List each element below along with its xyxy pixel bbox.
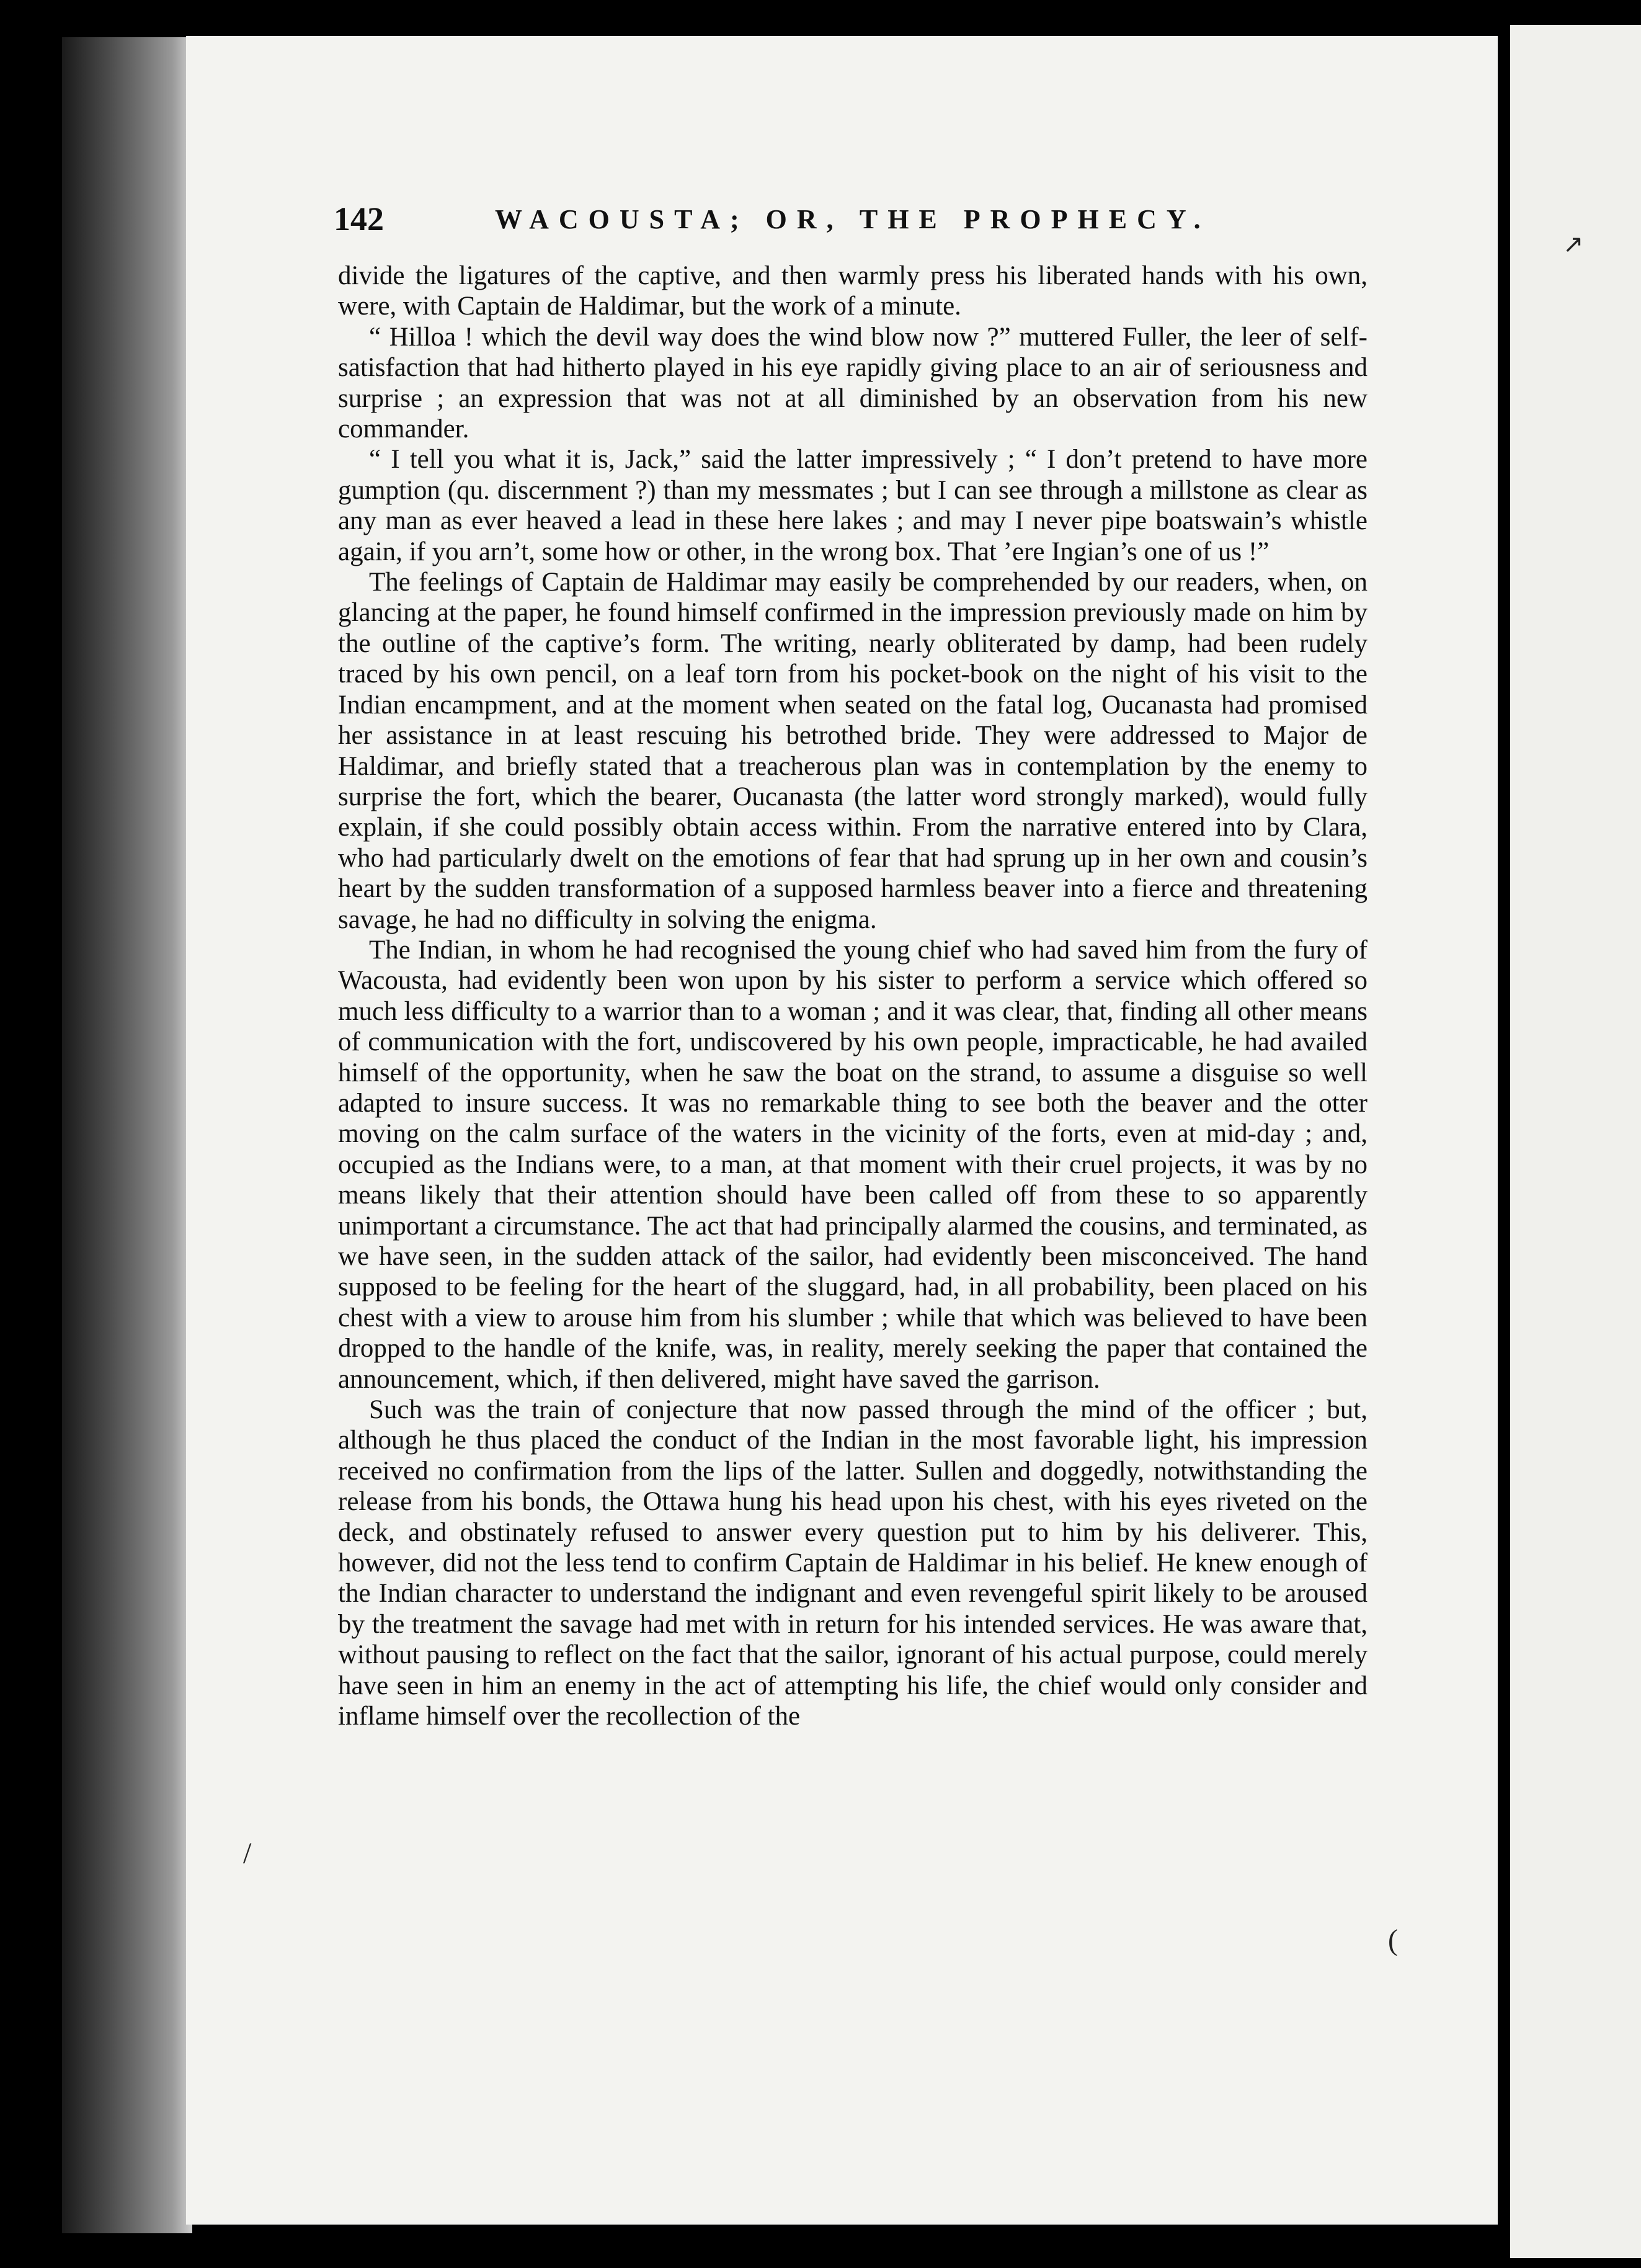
page-header [334, 200, 1388, 249]
margin-mark: ↗ [1563, 230, 1584, 258]
margin-mark: / [243, 1837, 252, 1870]
facing-page-edge [1510, 25, 1641, 2258]
paragraph: divide the ligatures of the captive, and then warmly press his liberated hands with his own, were, with Captain de Haldimar, but the work of a minute. [338, 261, 1368, 321]
paragraph: The Indian, in whom he had recognised the young chief who had saved him from the fury of Wacousta, had evidently been won upon by his sister to perform a service which offered so much less difficulty to a warrior than to a woman ; and it was clear, that, finding all other means of communication with the fort, undiscovered by his own people, impracticable, he had availed himself of the opportunity, when he saw the boat on the strand, to assume a disguise so well adapted to insure success. It was no remarkable thing to see both the beaver and the otter moving on the calm surface of the waters in the vicinity of the forts, even at mid-day ; and, occupied as the Indians were, to a man, at that moment with their cruel projects, it was by no means likely that their attention should have been called off from these to so apparently unimportant a circumstance. The act that had principally alarmed the cousins, and terminated, as we have seen, in the sudden attack of the sailor, had evidently been misconceived. The hand supposed to be feeling for the heart of the sluggard, had, in all probability, been placed on his chest with a view to arouse him from his slumber ; while that which was believed to have been dropped to the handle of the knife, was, in reality, merely seeking the paper that contained the announcement, which, if then delivered, might have saved the garrison. [338, 935, 1368, 1394]
paragraph: The feelings of Captain de Haldimar may easily be comprehended by our readers, when, on glancing at the paper, he found himself confirmed in the impression previously made on him by the outline of the captive’s form. The writing, nearly obliterated by damp, had been rudely traced by his own pencil, on a leaf torn from his pocket-book on the night of his visit to the Indian encampment, and at the moment when seated on the fatal log, Oucanasta had promised her assistance in at least rescuing his betrothed bride. They were addressed to Major de Haldimar, and briefly stated that a treacherous plan was in contemplation by the enemy to surprise the fort, which the bearer, Oucanasta (the latter word strongly marked), would fully explain, if she could possibly obtain access within. From the narrative entered into by Clara, who had particularly dwelt on the emotions of fear that had sprung up in her own and cousin’s heart by the sudden transformation of a supposed harmless beaver into a fierce and threatening savage, he had no difficulty in solving the enigma. [338, 568, 1368, 934]
running-head: WACOUSTA; OR, THE PROPHECY. [495, 204, 1211, 234]
page-number: 142 [334, 200, 384, 238]
book-binding-edge [62, 37, 192, 2233]
paragraph: Such was the train of conjecture that now passed through the mind of the officer ; but, although he thus placed the conduct of the Indian in the most favorable light, his impression received no confirmation from the lips of the latter. Sullen and doggedly, notwithstanding the release from his bonds, the Ottawa hung his head upon his chest, with his eyes riveted on the deck, and obstinately refused to answer every question put to him by his deliverer. This, however, did not the less tend to confirm Captain de Haldimar in his belief. He knew enough of the Indian character to understand the indignant and even revengeful spirit likely to be aroused by the treatment the savage had met with in return for his intended services. He was aware that, without pausing to reflect on the fact that the sailor, ignorant of his actual purpose, could merely have seen in him an enemy in the act of attempting his life, the chief would only consider and inflame himself over the recollection of the [338, 1395, 1368, 1731]
body-text [338, 261, 1368, 1732]
paragraph: “ Hilloa ! which the devil way does the wind blow now ?” muttered Fuller, the leer of self-satisfaction that had hitherto played in his eye rapidly giving place to an air of seriousness and surprise ; an expression that was not at all diminished by an observation from his new commander. [338, 322, 1368, 444]
paragraph: “ I tell you what it is, Jack,” said the latter impressively ; “ I don’t pretend to have more gumption (qu. discernment ?) than my messmates ; but I can see through a millstone as clear as any man as ever heaved a lead in these here lakes ; and may I never pipe boatswain’s whistle again, if you arn’t, some how or other, in the wrong box. That ’ere Ingian’s one of us !” [338, 445, 1368, 566]
margin-mark: ( [1388, 1924, 1398, 1957]
